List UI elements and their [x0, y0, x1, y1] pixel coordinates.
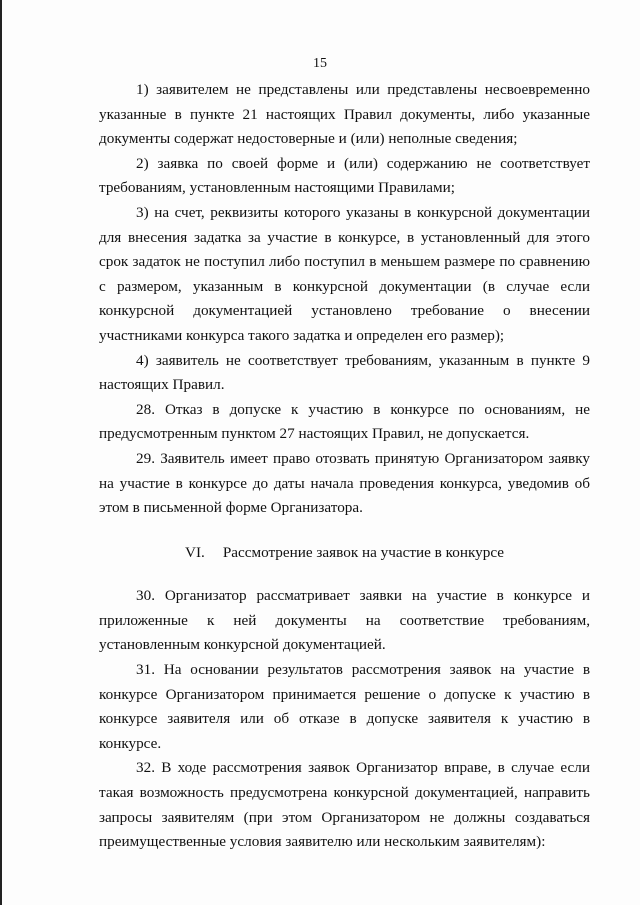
- paragraph-item-1: 1) заявителем не представлены или представлены несвоевременно указанные в пункте 21 настоящих Правил документы, либо указанные документы содержат недостоверные и (или) неполные сведения;: [99, 81, 590, 148]
- paragraph-32: 32. В ходе рассмотрения заявок Организатор вправе, в случае если такая возможность предусмотрена конкурсной документацией, направить запросы заявителям (при этом Организатором не должны создаваться преимущественные условия заявителю или нескольким заявителям):: [99, 759, 590, 851]
- paragraph-29: 29. Заявитель имеет право отозвать принятую Организатором заявку на участие в конкурсе до даты начала проведения конкурса, уведомив об этом в письменной форме Организатора.: [99, 449, 590, 517]
- paragraph-28: 28. Отказ в допуске к участию в конкурсе по основаниям, не предусмотренным пунктом 27 настоящих Правил, не допускается.: [99, 400, 590, 443]
- paragraph-item-3: 3) на счет, реквизиты которого указаны в конкурсной документации для внесения задатка за участие в конкурсе, в установленный для этого срок задаток не поступил либо поступил в меньшем размере по сравнению с размером, указанным в конкурсной документации (в случае если конкурсной документацией установлено требование о внесении участниками конкурса такого задатка и определен его размер);: [99, 203, 590, 344]
- paragraph-30: 30. Организатор рассматривает заявки на участие в конкурсе и приложенные к ней документы на соответствие требованиям, установленным конкурсной документацией.: [99, 587, 590, 654]
- paragraph-31: 31. На основании результатов рассмотрения заявок на участие в конкурсе Организатором принимается решение о допуске к участию в конкурсе заявителя или об отказе в допуске заявителя к участию в конкурсе.: [99, 661, 590, 752]
- page-number: 15: [313, 56, 327, 71]
- paragraph-item-4: 4) заявитель не соответствует требованиям, указанным в пункте 9 настоящих Правил.: [99, 351, 590, 394]
- section-title: Рассмотрение заявок на участие в конкурсе: [222, 543, 504, 561]
- document-body: [99, 78, 590, 855]
- scan-edge: [0, 0, 2, 905]
- section-heading: [99, 541, 590, 566]
- paragraph-item-2: 2) заявка по своей форме и (или) содержанию не соответствует требованиям, установленным настоящими Правилами;: [99, 154, 590, 197]
- section-numeral: VI.: [184, 543, 205, 561]
